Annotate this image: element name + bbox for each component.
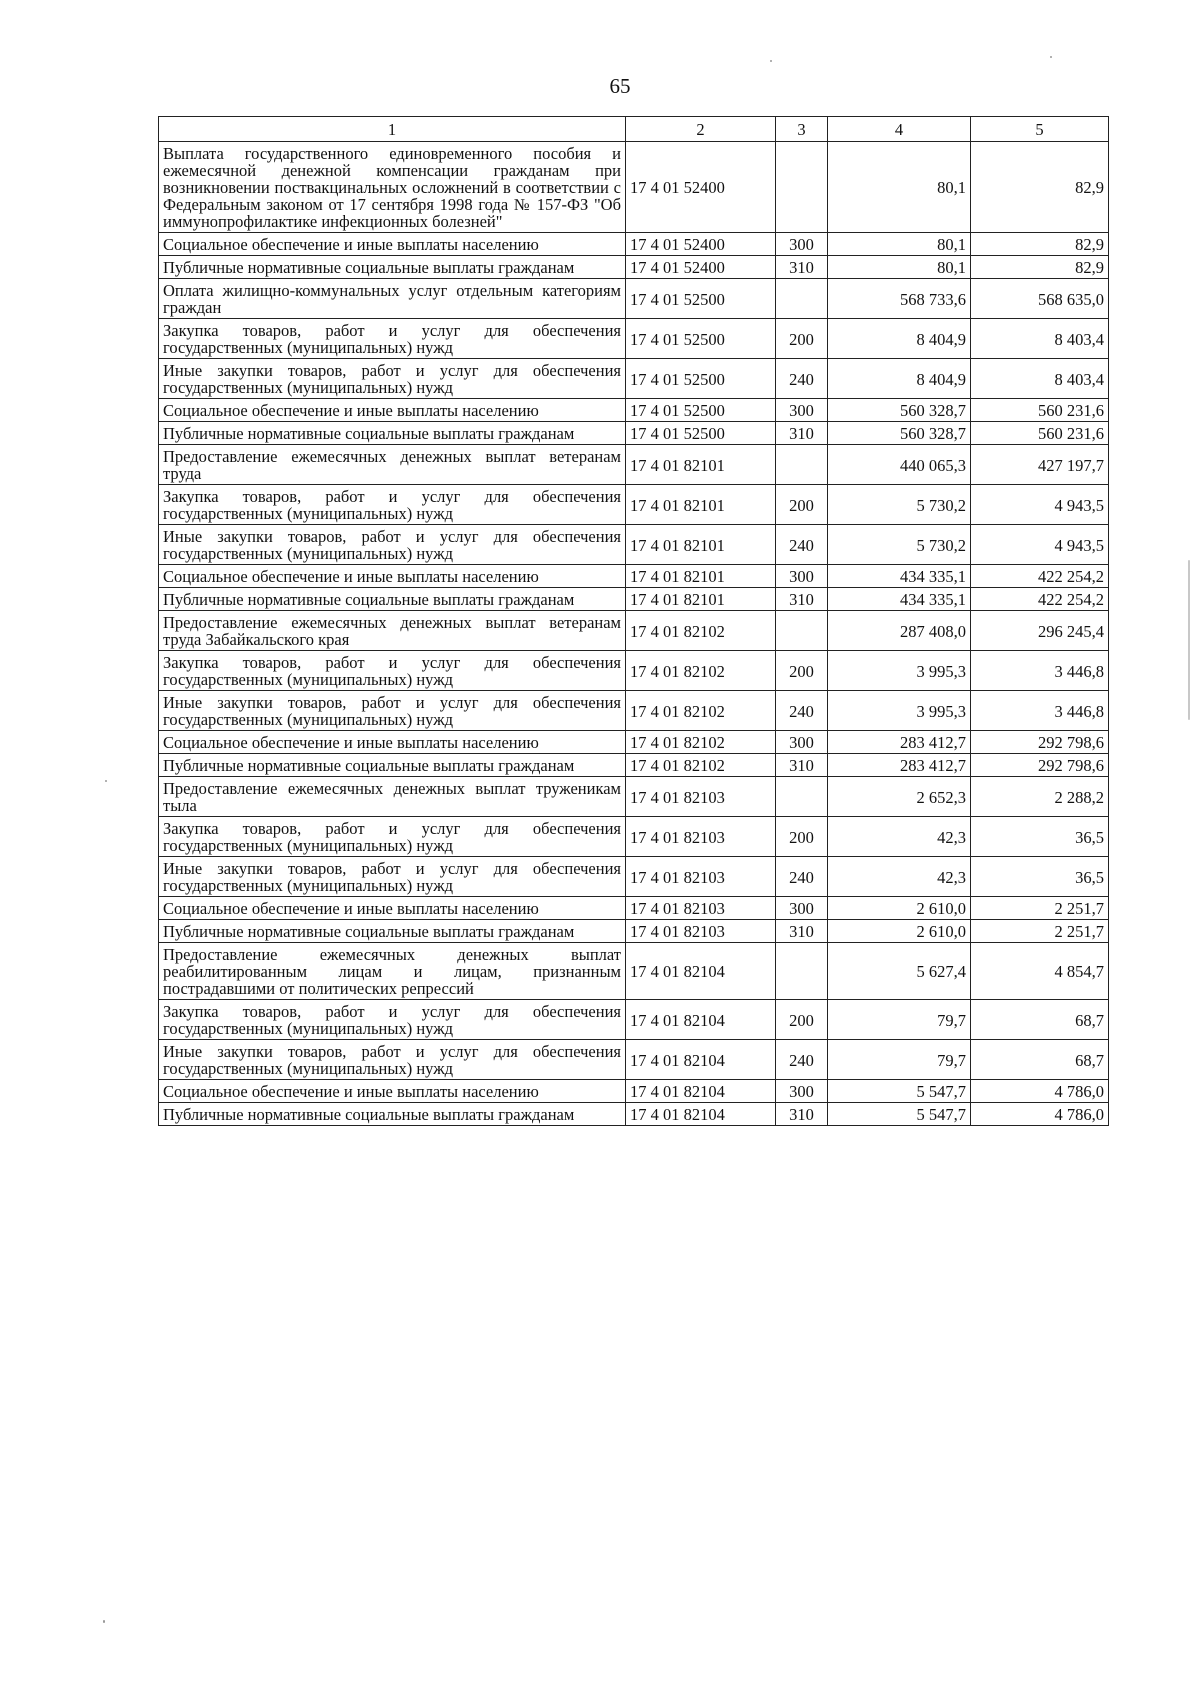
row-code-cell: 17 4 01 52500 (626, 422, 776, 445)
row-expense-type-cell: 310 (776, 920, 828, 943)
table-row (159, 943, 1109, 1000)
row-code-cell: 17 4 01 82104 (626, 943, 776, 1000)
row-expense-type-cell: 300 (776, 897, 828, 920)
row-code-cell: 17 4 01 82103 (626, 857, 776, 897)
row-expense-type-cell: 300 (776, 233, 828, 256)
row-amount-year-2-cell: 82,9 (971, 142, 1109, 233)
row-code-cell: 17 4 01 82104 (626, 1080, 776, 1103)
table-row (159, 359, 1109, 399)
row-code-cell: 17 4 01 82101 (626, 445, 776, 485)
row-code-cell: 17 4 01 82102 (626, 651, 776, 691)
row-name-cell: Публичные нормативные социальные выплаты гражданам (159, 754, 626, 777)
table-row (159, 233, 1109, 256)
row-amount-year-1-cell: 287 408,0 (828, 611, 971, 651)
row-name-cell: Закупка товаров, работ и услуг для обеспечения государственных (муниципальных) нужд (159, 1000, 626, 1040)
row-amount-year-1-cell: 2 610,0 (828, 920, 971, 943)
row-amount-year-1-cell: 560 328,7 (828, 422, 971, 445)
row-amount-year-2-cell: 8 403,4 (971, 319, 1109, 359)
table-row (159, 857, 1109, 897)
row-expense-type-cell: 300 (776, 1080, 828, 1103)
row-expense-type-cell: 200 (776, 817, 828, 857)
row-expense-type-cell: 310 (776, 422, 828, 445)
row-expense-type-cell: 240 (776, 525, 828, 565)
row-name-cell: Публичные нормативные социальные выплаты гражданам (159, 1103, 626, 1126)
row-name-cell: Иные закупки товаров, работ и услуг для обеспечения государственных (муниципальных) нужд (159, 359, 626, 399)
table-body (159, 142, 1109, 1126)
row-code-cell: 17 4 01 82101 (626, 588, 776, 611)
row-name-cell: Социальное обеспечение и иные выплаты населению (159, 565, 626, 588)
row-amount-year-2-cell: 2 251,7 (971, 897, 1109, 920)
row-amount-year-1-cell: 42,3 (828, 857, 971, 897)
row-amount-year-1-cell: 440 065,3 (828, 445, 971, 485)
row-amount-year-2-cell: 8 403,4 (971, 359, 1109, 399)
row-expense-type-cell: 300 (776, 565, 828, 588)
row-code-cell: 17 4 01 82101 (626, 565, 776, 588)
row-amount-year-2-cell: 82,9 (971, 256, 1109, 279)
row-expense-type-cell: 200 (776, 319, 828, 359)
row-code-cell: 17 4 01 52400 (626, 233, 776, 256)
row-expense-type-cell: 300 (776, 731, 828, 754)
row-amount-year-2-cell: 68,7 (971, 1000, 1109, 1040)
row-name-cell: Публичные нормативные социальные выплаты гражданам (159, 256, 626, 279)
row-name-cell: Социальное обеспечение и иные выплаты населению (159, 897, 626, 920)
scan-speck (1188, 560, 1190, 720)
column-header-code: 2 (626, 117, 776, 142)
row-name-cell: Закупка товаров, работ и услуг для обеспечения государственных (муниципальных) нужд (159, 485, 626, 525)
table-row (159, 897, 1109, 920)
row-expense-type-cell: 310 (776, 1103, 828, 1126)
row-amount-year-1-cell: 5 730,2 (828, 525, 971, 565)
table-row (159, 611, 1109, 651)
row-amount-year-2-cell: 82,9 (971, 233, 1109, 256)
row-expense-type-cell: 200 (776, 1000, 828, 1040)
row-amount-year-2-cell: 422 254,2 (971, 588, 1109, 611)
row-amount-year-1-cell: 42,3 (828, 817, 971, 857)
row-name-cell: Публичные нормативные социальные выплаты гражданам (159, 422, 626, 445)
table-row (159, 1080, 1109, 1103)
row-name-cell: Предоставление ежемесячных денежных выплат ветеранам труда Забайкальского края (159, 611, 626, 651)
row-code-cell: 17 4 01 52500 (626, 319, 776, 359)
row-name-cell: Социальное обеспечение и иные выплаты населению (159, 731, 626, 754)
row-expense-type-cell: 240 (776, 691, 828, 731)
row-code-cell: 17 4 01 82103 (626, 777, 776, 817)
row-amount-year-1-cell: 80,1 (828, 256, 971, 279)
table-row (159, 142, 1109, 233)
row-amount-year-2-cell: 560 231,6 (971, 422, 1109, 445)
row-amount-year-1-cell: 5 627,4 (828, 943, 971, 1000)
row-amount-year-1-cell: 3 995,3 (828, 651, 971, 691)
row-name-cell: Публичные нормативные социальные выплаты гражданам (159, 920, 626, 943)
row-expense-type-cell (776, 777, 828, 817)
row-amount-year-1-cell: 568 733,6 (828, 279, 971, 319)
column-header-name: 1 (159, 117, 626, 142)
row-name-cell: Иные закупки товаров, работ и услуг для обеспечения государственных (муниципальных) нужд (159, 525, 626, 565)
row-code-cell: 17 4 01 82102 (626, 611, 776, 651)
row-amount-year-1-cell: 560 328,7 (828, 399, 971, 422)
row-amount-year-2-cell: 2 288,2 (971, 777, 1109, 817)
row-name-cell: Предоставление ежемесячных денежных выплат реабилитированным лицам и лицам, признанным пострадавшими от политических репрессий (159, 943, 626, 1000)
row-expense-type-cell (776, 943, 828, 1000)
row-name-cell: Публичные нормативные социальные выплаты гражданам (159, 588, 626, 611)
row-code-cell: 17 4 01 52500 (626, 359, 776, 399)
row-name-cell: Социальное обеспечение и иные выплаты населению (159, 1080, 626, 1103)
row-code-cell: 17 4 01 52400 (626, 142, 776, 233)
page-number: 65 (609, 74, 631, 98)
row-code-cell: 17 4 01 82104 (626, 1103, 776, 1126)
table-row (159, 588, 1109, 611)
scan-speck (770, 60, 772, 62)
row-expense-type-cell: 200 (776, 485, 828, 525)
row-amount-year-2-cell: 292 798,6 (971, 754, 1109, 777)
row-code-cell: 17 4 01 82103 (626, 897, 776, 920)
table-row (159, 525, 1109, 565)
row-name-cell: Закупка товаров, работ и услуг для обеспечения государственных (муниципальных) нужд (159, 651, 626, 691)
row-amount-year-1-cell: 5 730,2 (828, 485, 971, 525)
row-expense-type-cell: 240 (776, 1040, 828, 1080)
row-expense-type-cell: 310 (776, 754, 828, 777)
row-code-cell: 17 4 01 82103 (626, 920, 776, 943)
scan-speck (103, 1620, 105, 1623)
row-name-cell: Социальное обеспечение и иные выплаты населению (159, 399, 626, 422)
table-row (159, 1000, 1109, 1040)
row-amount-year-1-cell: 8 404,9 (828, 319, 971, 359)
row-amount-year-2-cell: 296 245,4 (971, 611, 1109, 651)
row-name-cell: Иные закупки товаров, работ и услуг для обеспечения государственных (муниципальных) нужд (159, 691, 626, 731)
table-row (159, 485, 1109, 525)
row-amount-year-2-cell: 36,5 (971, 857, 1109, 897)
row-amount-year-2-cell: 4 854,7 (971, 943, 1109, 1000)
row-code-cell: 17 4 01 82104 (626, 1040, 776, 1080)
row-name-cell: Закупка товаров, работ и услуг для обеспечения государственных (муниципальных) нужд (159, 817, 626, 857)
row-amount-year-2-cell: 3 446,8 (971, 691, 1109, 731)
row-amount-year-1-cell: 434 335,1 (828, 588, 971, 611)
row-expense-type-cell: 240 (776, 359, 828, 399)
scan-speck (105, 780, 107, 782)
row-name-cell: Предоставление ежемесячных денежных выплат ветеранам труда (159, 445, 626, 485)
budget-table (158, 116, 1109, 1126)
row-amount-year-1-cell: 434 335,1 (828, 565, 971, 588)
row-amount-year-2-cell: 36,5 (971, 817, 1109, 857)
table-row (159, 256, 1109, 279)
table-row (159, 1040, 1109, 1080)
row-expense-type-cell (776, 279, 828, 319)
row-amount-year-2-cell: 4 943,5 (971, 525, 1109, 565)
row-expense-type-cell: 300 (776, 399, 828, 422)
row-name-cell: Выплата государственного единовременного пособия и ежемесячной денежной компенсации гражданам при возникновении поствакцинальных осложнений в соответствии с Федеральным законом от 17 сентября 1998 года № 157-ФЗ "Об иммунопрофилактике инфекционных болезней" (159, 142, 626, 233)
row-code-cell: 17 4 01 52400 (626, 256, 776, 279)
table-row (159, 731, 1109, 754)
row-amount-year-2-cell: 427 197,7 (971, 445, 1109, 485)
table-row (159, 920, 1109, 943)
table-row (159, 691, 1109, 731)
row-expense-type-cell (776, 611, 828, 651)
row-code-cell: 17 4 01 82104 (626, 1000, 776, 1040)
row-name-cell: Иные закупки товаров, работ и услуг для обеспечения государственных (муниципальных) нужд (159, 857, 626, 897)
row-code-cell: 17 4 01 82101 (626, 525, 776, 565)
row-amount-year-2-cell: 4 786,0 (971, 1080, 1109, 1103)
row-amount-year-2-cell: 3 446,8 (971, 651, 1109, 691)
row-amount-year-1-cell: 2 610,0 (828, 897, 971, 920)
row-amount-year-2-cell: 68,7 (971, 1040, 1109, 1080)
column-header-expense-type: 3 (776, 117, 828, 142)
row-name-cell: Социальное обеспечение и иные выплаты населению (159, 233, 626, 256)
row-code-cell: 17 4 01 82101 (626, 485, 776, 525)
table-row (159, 754, 1109, 777)
table-row (159, 319, 1109, 359)
row-expense-type-cell: 310 (776, 256, 828, 279)
row-code-cell: 17 4 01 52500 (626, 279, 776, 319)
row-amount-year-2-cell: 560 231,6 (971, 399, 1109, 422)
row-amount-year-1-cell: 79,7 (828, 1040, 971, 1080)
row-expense-type-cell: 310 (776, 588, 828, 611)
row-name-cell: Иные закупки товаров, работ и услуг для обеспечения государственных (муниципальных) нужд (159, 1040, 626, 1080)
row-amount-year-1-cell: 8 404,9 (828, 359, 971, 399)
row-amount-year-1-cell: 5 547,7 (828, 1080, 971, 1103)
table-row (159, 1103, 1109, 1126)
row-amount-year-1-cell: 283 412,7 (828, 754, 971, 777)
table-row (159, 777, 1109, 817)
table-row (159, 565, 1109, 588)
table-row (159, 399, 1109, 422)
row-code-cell: 17 4 01 82102 (626, 731, 776, 754)
row-amount-year-1-cell: 79,7 (828, 1000, 971, 1040)
row-amount-year-2-cell: 2 251,7 (971, 920, 1109, 943)
column-header-amount-year-2: 5 (971, 117, 1109, 142)
row-code-cell: 17 4 01 82103 (626, 817, 776, 857)
column-header-amount-year-1: 4 (828, 117, 971, 142)
row-amount-year-1-cell: 80,1 (828, 233, 971, 256)
row-code-cell: 17 4 01 52500 (626, 399, 776, 422)
row-expense-type-cell: 200 (776, 651, 828, 691)
row-amount-year-1-cell: 2 652,3 (828, 777, 971, 817)
row-amount-year-2-cell: 292 798,6 (971, 731, 1109, 754)
table-row (159, 279, 1109, 319)
scan-speck (1050, 56, 1052, 58)
row-amount-year-2-cell: 4 786,0 (971, 1103, 1109, 1126)
row-amount-year-2-cell: 4 943,5 (971, 485, 1109, 525)
row-expense-type-cell (776, 142, 828, 233)
row-amount-year-2-cell: 422 254,2 (971, 565, 1109, 588)
table-row (159, 445, 1109, 485)
row-amount-year-1-cell: 5 547,7 (828, 1103, 971, 1126)
row-amount-year-1-cell: 3 995,3 (828, 691, 971, 731)
table-row (159, 422, 1109, 445)
row-name-cell: Оплата жилищно-коммунальных услуг отдельным категориям граждан (159, 279, 626, 319)
row-name-cell: Закупка товаров, работ и услуг для обеспечения государственных (муниципальных) нужд (159, 319, 626, 359)
row-amount-year-1-cell: 283 412,7 (828, 731, 971, 754)
row-expense-type-cell: 240 (776, 857, 828, 897)
table-row (159, 651, 1109, 691)
row-amount-year-2-cell: 568 635,0 (971, 279, 1109, 319)
table-row (159, 817, 1109, 857)
row-name-cell: Предоставление ежемесячных денежных выплат труженикам тыла (159, 777, 626, 817)
row-code-cell: 17 4 01 82102 (626, 754, 776, 777)
row-amount-year-1-cell: 80,1 (828, 142, 971, 233)
table-header-row (159, 117, 1109, 142)
row-expense-type-cell (776, 445, 828, 485)
row-code-cell: 17 4 01 82102 (626, 691, 776, 731)
